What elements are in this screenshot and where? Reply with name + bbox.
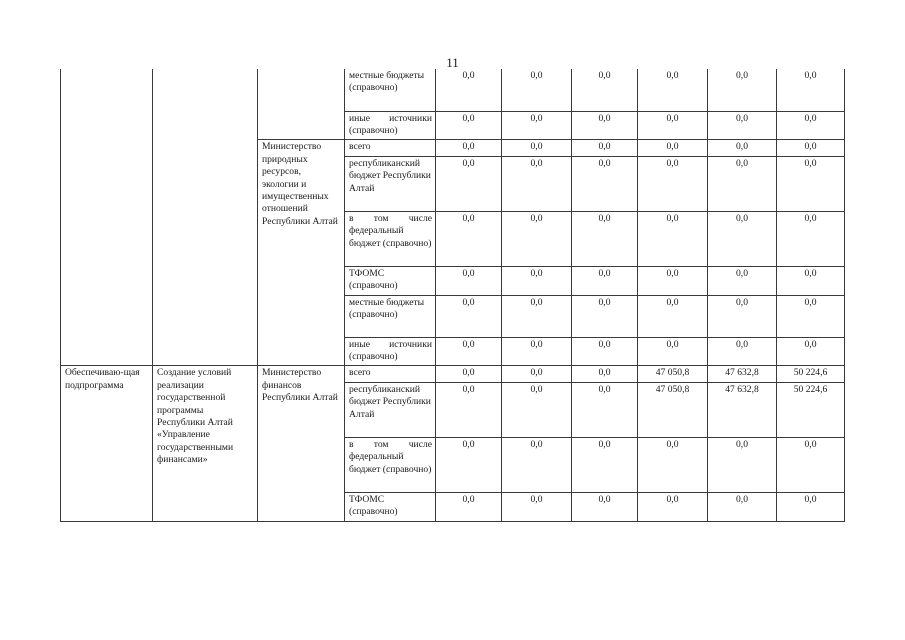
value-cell: 0,0 [436,492,502,521]
ministry-natural-resources: Министерство природных ресурсов, экологии и имущественных отношений Республики Алтай [258,140,345,366]
source-other-line1: иные источники [349,112,432,124]
value-cell: 0,0 [502,140,572,156]
value-cell: 0,0 [777,337,845,366]
value-cell: 0,0 [777,437,845,492]
source-other-line2: (справочно) [349,350,398,362]
value-cell: 0,0 [436,382,502,437]
source-republic: республиканский бюджет Республики Алтай [345,156,436,211]
value-cell: 0,0 [708,69,777,111]
value-cell: 0,0 [572,337,638,366]
value-cell: 0,0 [777,211,845,266]
value-cell: 0,0 [502,337,572,366]
value-cell: 0,0 [708,111,777,140]
value-cell: 0,0 [638,337,708,366]
value-cell: 0,0 [502,111,572,140]
source-federal [345,437,436,492]
value-cell: 0,0 [708,437,777,492]
program-goal-cell [153,69,258,366]
value-cell: 0,0 [708,140,777,156]
value-cell: 0,0 [436,211,502,266]
program-type-cell [61,69,153,366]
source-federal-line1: в том числе [349,438,432,450]
value-cell: 0,0 [436,69,502,111]
value-cell: 0,0 [572,266,638,295]
value-cell: 0,0 [777,492,845,521]
source-total: всего [345,366,436,382]
value-cell: 50 224,6 [777,382,845,437]
value-cell: 0,0 [502,437,572,492]
source-other [345,337,436,366]
value-cell: 0,0 [708,337,777,366]
source-federal-line2: федеральный бюджет (справочно) [349,225,432,249]
value-cell: 0,0 [436,111,502,140]
source-local: местные бюджеты (справочно) [345,295,436,337]
value-cell: 0,0 [638,140,708,156]
source-tfoms: ТФОМС (справочно) [345,266,436,295]
value-cell: 0,0 [572,366,638,382]
value-cell: 0,0 [777,111,845,140]
value-cell: 0,0 [777,156,845,211]
value-cell: 0,0 [638,156,708,211]
value-cell: 0,0 [502,211,572,266]
value-cell: 0,0 [572,140,638,156]
value-cell: 0,0 [436,295,502,337]
value-cell: 0,0 [436,156,502,211]
value-cell: 47 632,8 [708,366,777,382]
table-row [61,366,845,382]
ministry-finance: Министерство финансов Республики Алтай [258,366,345,521]
value-cell: 0,0 [638,437,708,492]
value-cell: 0,0 [638,211,708,266]
value-cell: 0,0 [572,211,638,266]
value-cell: 0,0 [638,295,708,337]
value-cell: 0,0 [708,492,777,521]
source-local: местные бюджеты (справочно) [345,69,436,111]
value-cell: 0,0 [708,266,777,295]
source-federal-line2: федеральный бюджет (справочно) [349,451,432,475]
value-cell: 50 224,6 [777,366,845,382]
value-cell: 0,0 [572,295,638,337]
value-cell: 0,0 [777,295,845,337]
value-cell: 47 050,8 [638,382,708,437]
value-cell: 0,0 [777,266,845,295]
page-number: 11 [446,55,459,70]
value-cell: 0,0 [436,337,502,366]
value-cell: 0,0 [436,366,502,382]
value-cell: 0,0 [436,266,502,295]
value-cell: 0,0 [777,69,845,111]
value-cell: 0,0 [502,492,572,521]
source-federal [345,211,436,266]
value-cell: 0,0 [436,140,502,156]
source-total: всего [345,140,436,156]
value-cell: 0,0 [777,140,845,156]
source-other-line2: (справочно) [349,124,398,136]
source-tfoms: ТФОМС (справочно) [345,492,436,521]
value-cell: 0,0 [572,382,638,437]
value-cell: 0,0 [502,295,572,337]
table-row [61,69,845,111]
value-cell: 0,0 [638,111,708,140]
value-cell: 0,0 [638,69,708,111]
value-cell: 47 050,8 [638,366,708,382]
value-cell: 0,0 [708,156,777,211]
value-cell: 0,0 [708,211,777,266]
source-republic: республиканский бюджет Республики Алтай [345,382,436,437]
value-cell: 0,0 [572,492,638,521]
value-cell: 0,0 [502,266,572,295]
value-cell: 0,0 [502,156,572,211]
value-cell: 0,0 [708,295,777,337]
budget-table [60,69,845,522]
program-goal: Создание условий реализации государственной программы Республики Алтай «Управление государственными финансами» [153,366,258,521]
value-cell: 0,0 [638,266,708,295]
value-cell: 47 632,8 [708,382,777,437]
ministry-cell [258,69,345,140]
program-type: Обеспечиваю-щая подпрограмма [61,366,153,521]
value-cell: 0,0 [572,437,638,492]
value-cell: 0,0 [638,492,708,521]
value-cell: 0,0 [502,382,572,437]
value-cell: 0,0 [572,111,638,140]
value-cell: 0,0 [502,69,572,111]
value-cell: 0,0 [502,366,572,382]
source-other [345,111,436,140]
value-cell: 0,0 [572,69,638,111]
value-cell: 0,0 [436,437,502,492]
value-cell: 0,0 [572,156,638,211]
source-federal-line1: в том числе [349,212,432,224]
source-other-line1: иные источники [349,338,432,350]
